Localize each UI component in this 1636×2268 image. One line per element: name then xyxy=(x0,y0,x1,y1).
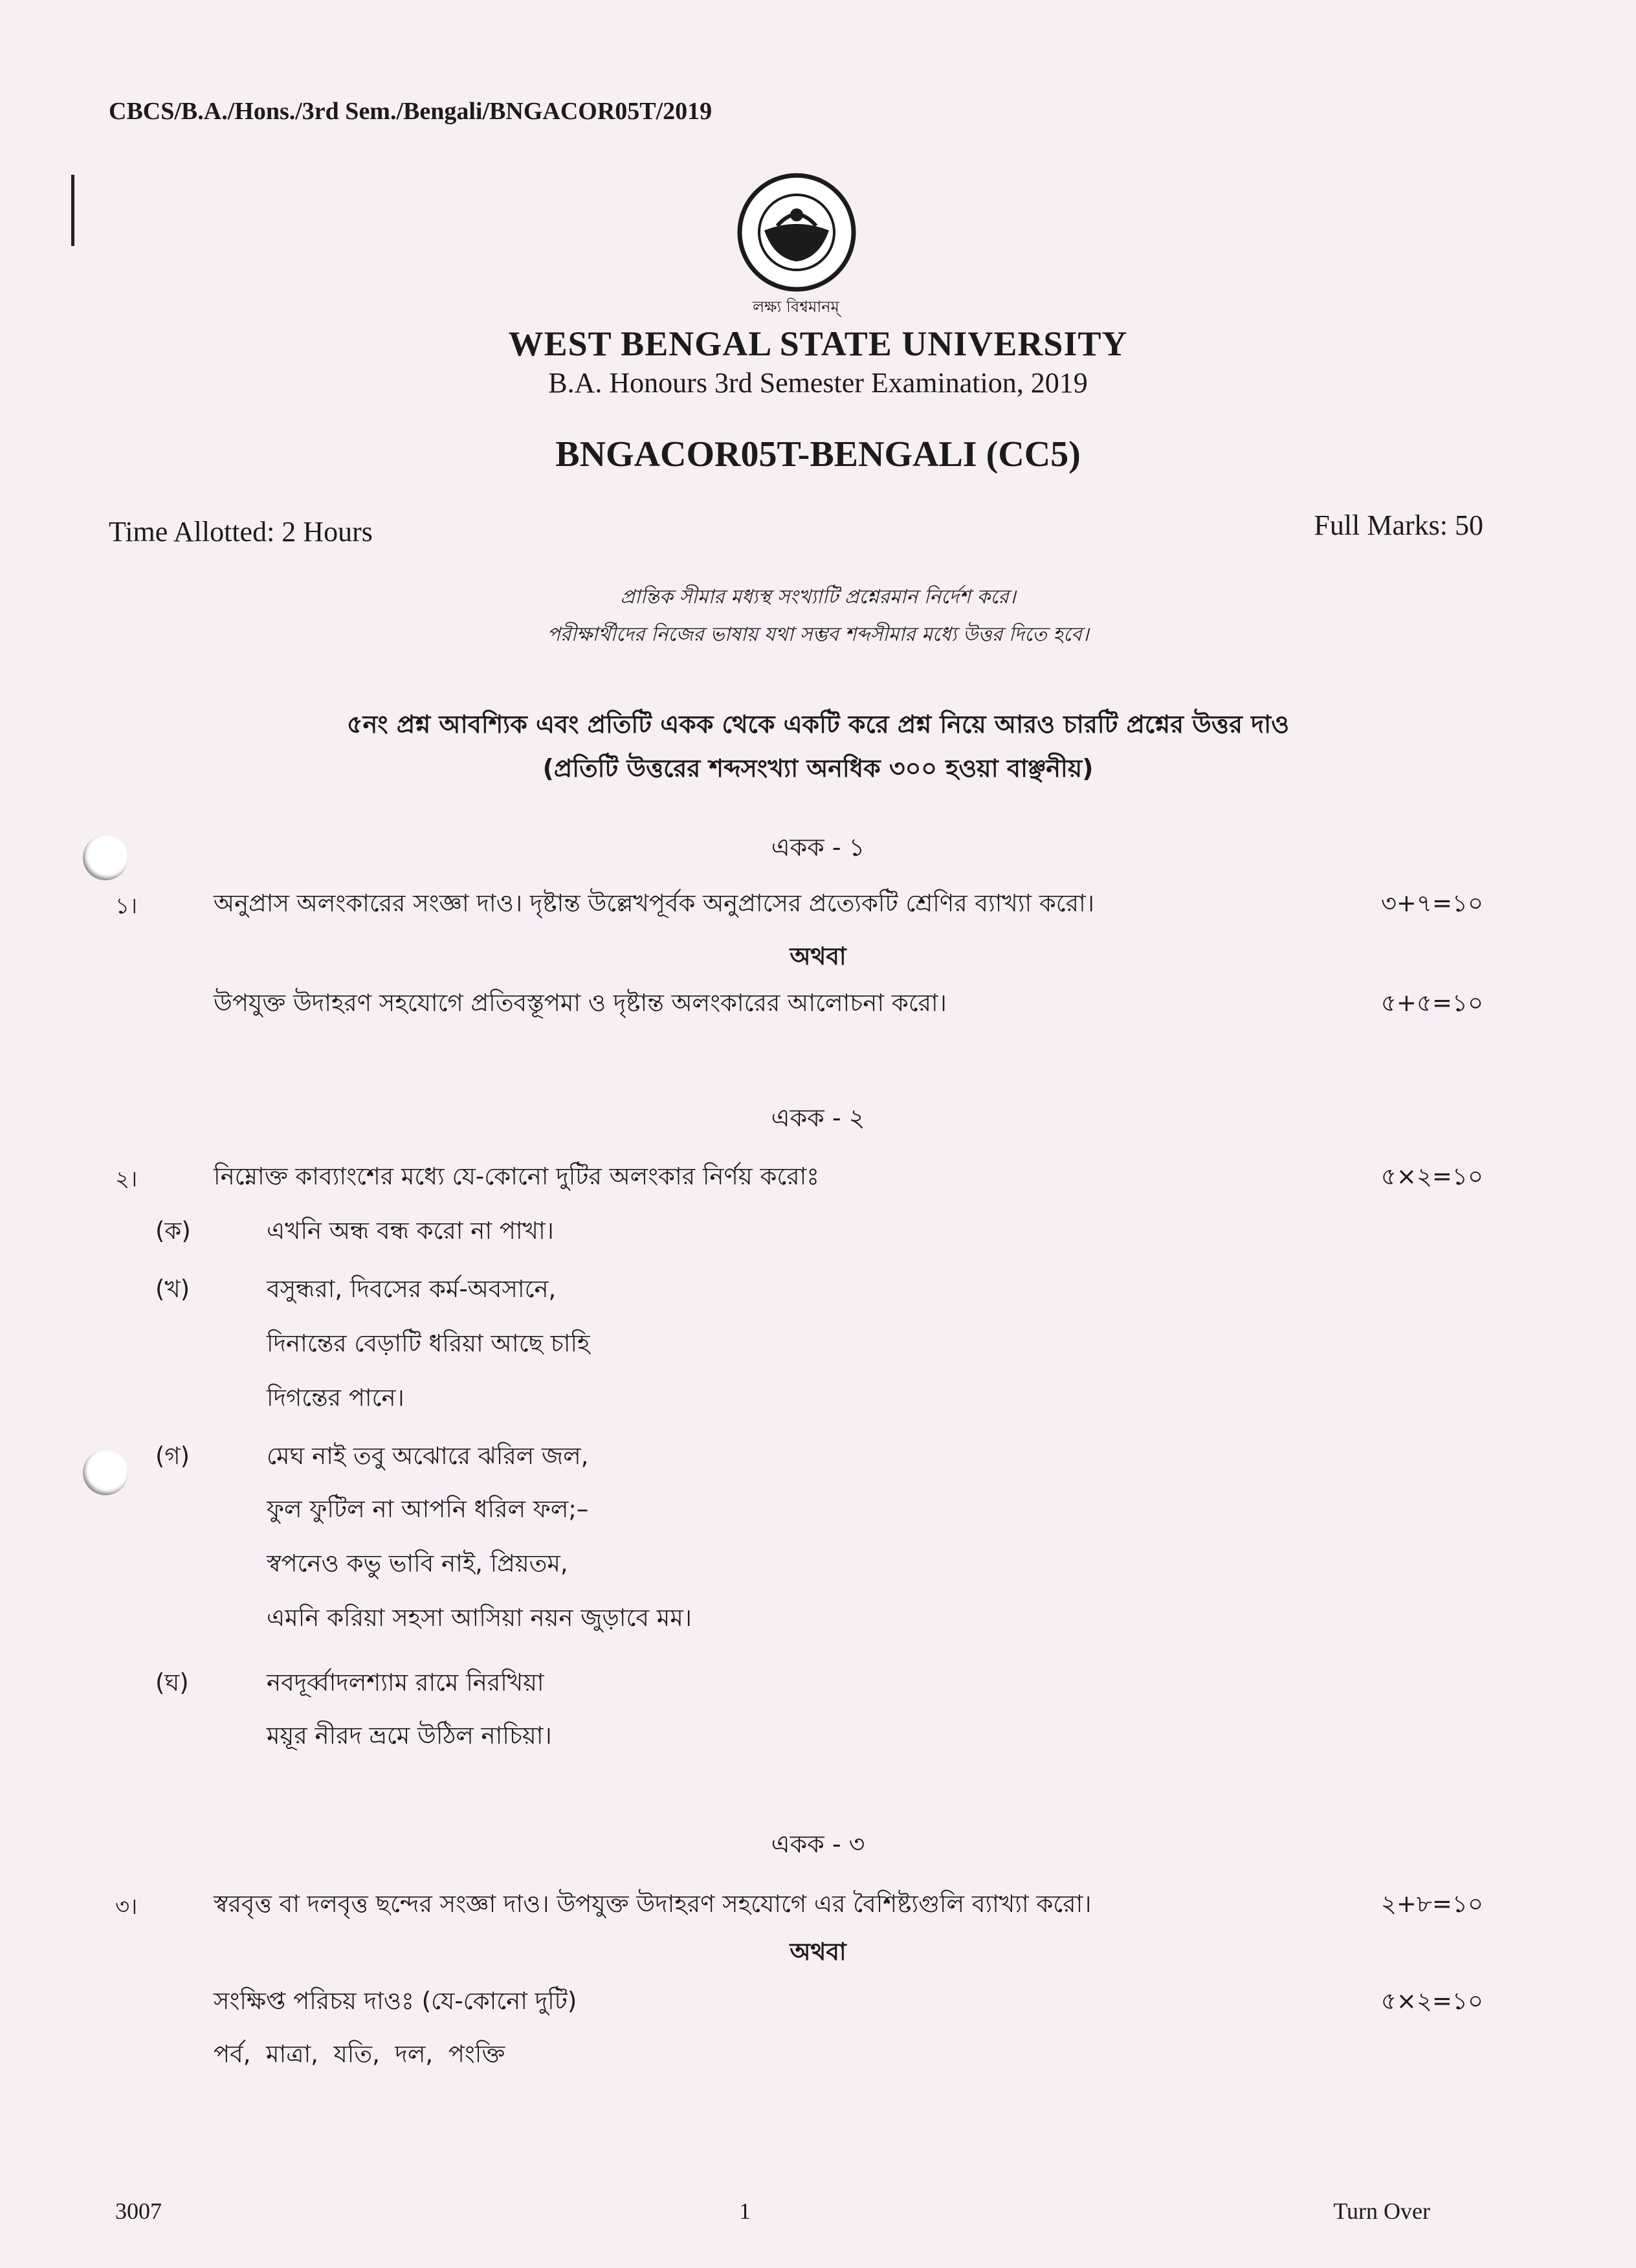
footer-code: 3007 xyxy=(115,2198,162,2224)
question-1-marks: ৩+৭=১০ xyxy=(1380,889,1483,917)
poem-line: ফুল ফুটিল না আপনি ধরিল ফল;– xyxy=(267,1495,589,1523)
question-2-number: ২। xyxy=(115,1166,138,1192)
poem-line: নবদূর্ব্বাদলশ্যাম রামে নিরখিয়া xyxy=(267,1669,544,1696)
exam-title: B.A. Honours 3rd Semester Examination, 2019 xyxy=(548,367,1088,399)
question-1-alt-marks: ৫+৫=১০ xyxy=(1380,989,1483,1017)
question-2-text: নিম্নোক্ত কাব্যাংশের মধ্যে যে-কোনো দুটির অলংকার নির্ণয় করোঃ xyxy=(214,1162,820,1190)
part-label: (খ) xyxy=(155,1275,190,1303)
part-label: (ক) xyxy=(155,1217,191,1245)
question-3-number: ৩। xyxy=(115,1894,138,1920)
unit-3-title: একক - ৩ xyxy=(771,1830,865,1858)
question-3-marks: ২+৮=১০ xyxy=(1380,1890,1483,1918)
punch-hole xyxy=(83,1450,128,1495)
poem-line: স্বপনেও কভু ভাবি নাই, প্রিয়তম, xyxy=(267,1550,568,1577)
logo-motto: লক্ষ্য বিশ্বমানম্ xyxy=(753,298,839,316)
poem-line: মেঘ নাই তবু অঝোরে ঝরিল জল, xyxy=(267,1442,589,1470)
university-name: WEST BENGAL STATE UNIVERSITY xyxy=(508,324,1128,363)
poem-line: বসুন্ধরা, দিবসের কর্ম-অবসানে, xyxy=(267,1275,557,1303)
time-allotted: Time Allotted: 2 Hours xyxy=(109,516,373,548)
poem-line: এমনি করিয়া সহসা আসিয়া নয়ন জুড়াবে মম। xyxy=(267,1604,692,1632)
part-label: (গ) xyxy=(155,1442,190,1470)
note-line-2: পরীক্ষার্থীদের নিজের ভাষায় যথা সম্ভব শব্দসীমার মধ্যে উত্তর দিতে হবে। xyxy=(547,623,1089,646)
question-2-marks: ৫×২=১০ xyxy=(1380,1162,1483,1190)
unit-1-title: একক - ১ xyxy=(771,833,865,862)
question-3-or: অথবা xyxy=(790,1938,846,1966)
question-3-alt-text: সংক্ষিপ্ত পরিচয় দাওঃ (যে-কোনো দুটি) xyxy=(214,1987,577,2015)
unit-2-title: একক - ২ xyxy=(771,1104,865,1132)
poem-line: দিনান্তের বেড়াটি ধরিয়া আছে চাহি xyxy=(267,1329,590,1357)
full-marks: Full Marks: 50 xyxy=(1314,509,1483,541)
note-line-1: প্রান্তিক সীমার মধ্যস্থ সংখ্যাটি প্রশ্নেরমান নির্দেশ করে। xyxy=(620,586,1016,608)
question-1-alt-text: উপযুক্ত উদাহরণ সহযোগে প্রতিবস্তূপমা ও দৃষ্টান্ত অলংকারের আলোচনা করো। xyxy=(214,989,947,1017)
course-title: BNGACOR05T-BENGALI (CC5) xyxy=(555,434,1081,474)
question-3-alt-marks: ৫×২=১০ xyxy=(1380,1987,1483,2015)
question-3-text: স্বরবৃত্ত বা দলবৃত্ত ছন্দের সংজ্ঞা দাও। উপযুক্ত উদাহরণ সহযোগে এর বৈশিষ্ট্যগুলি ব্যাখ্যা করো। xyxy=(214,1890,1092,1918)
question-3-terms: পর্ব, মাত্রা, যতি, দল, পংক্তি xyxy=(214,2040,505,2068)
margin-mark xyxy=(71,175,74,246)
part-label: (ঘ) xyxy=(155,1669,189,1696)
paper-code-line: CBCS/B.A./Hons./3rd Sem./Bengali/BNGACOR05T/2019 xyxy=(109,98,713,125)
page-number: 1 xyxy=(739,2198,751,2224)
question-1-or: অথবা xyxy=(790,942,846,970)
instruction-line-1: ৫নং প্রশ্ন আবশ্যিক এবং প্রতিটি একক থেকে একটি করে প্রশ্ন নিয়ে আরও চারটি প্রশ্নের উত্তর দাও xyxy=(346,710,1290,739)
poem-line: ময়ূর নীরদ ভ্রমে উঠিল নাচিয়া। xyxy=(267,1722,552,1750)
poem-line: দিগন্তের পানে। xyxy=(267,1384,404,1412)
poem-line: এখনি অন্ধ বন্ধ করো না পাখা। xyxy=(267,1217,554,1245)
turn-over: Turn Over xyxy=(1333,2198,1430,2224)
question-1-text: অনুপ্রাস অলংকারের সংজ্ঞা দাও। দৃষ্টান্ত উল্লেখপূর্বক অনুপ্রাসের প্রত্যেকটি শ্রেণির ব্যাখ্যা করো। xyxy=(214,889,1094,917)
question-1-number: ১। xyxy=(115,893,138,919)
instruction-line-2: (প্রতিটি উত্তরের শব্দসংখ্যা অনধিক ৩০০ হওয়া বাঞ্ছনীয়) xyxy=(542,754,1094,783)
